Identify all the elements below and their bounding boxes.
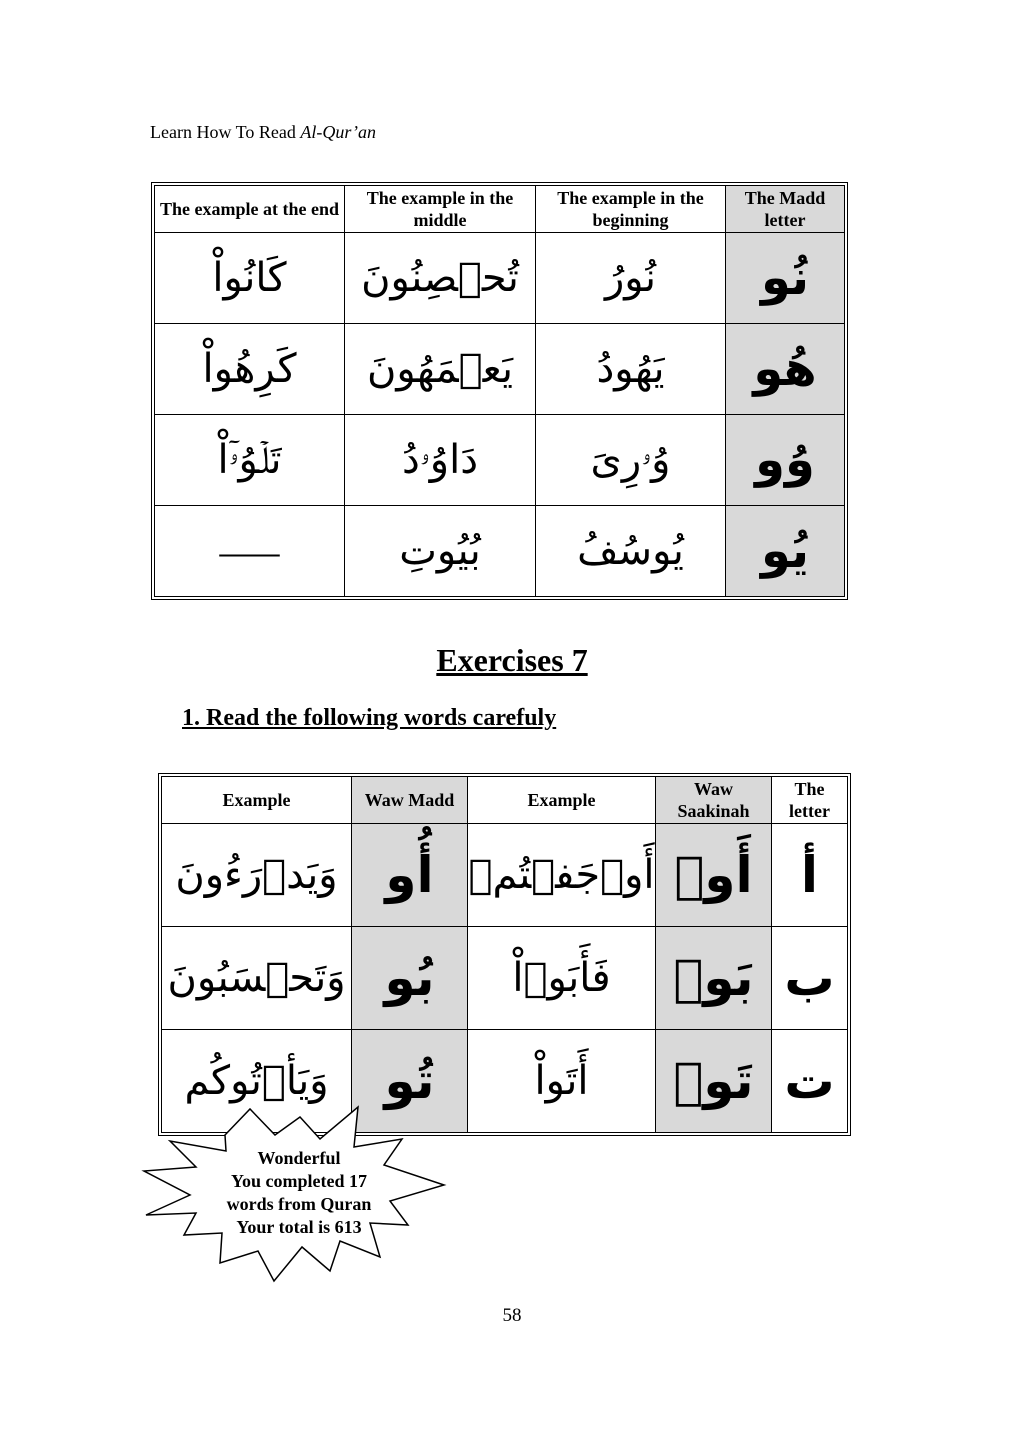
example-end: تَلۡوُۥٓاْ [155, 415, 345, 506]
col-header-saakinah-example: Example [468, 777, 656, 824]
badge-text [140, 1147, 458, 1239]
col-header-end: The example at the end [155, 186, 345, 233]
table-row [155, 324, 845, 415]
badge-line-1: Wonderful [257, 1148, 341, 1168]
running-header-text: Learn How To Read [150, 122, 301, 142]
example-end: ––– [155, 506, 345, 597]
running-header-italic: Al-Qur’an [300, 122, 377, 142]
example-beginning: يَهُودُ [536, 324, 726, 415]
badge-line-3: words from Quran [226, 1194, 372, 1214]
exercise-title: Exercises 7 [436, 642, 588, 678]
waw-madd: تُو [352, 1030, 468, 1133]
waw-madd: بُو [352, 927, 468, 1030]
letter: ت [772, 1030, 848, 1133]
example-beginning: وُۥرِىَ [536, 415, 726, 506]
madd-letter: يُو [726, 506, 845, 597]
madd-letters-table [154, 185, 845, 597]
running-header [150, 122, 376, 143]
table-row [155, 506, 845, 597]
table-header-row [162, 777, 848, 824]
madd-letter: وُو [726, 415, 845, 506]
table-row [162, 927, 848, 1030]
exercise-instruction: 1. Read the following words carefuly [182, 705, 557, 731]
saakinah-example: أَوۡجَفۡتُمۡ [468, 824, 656, 927]
completion-badge [140, 1105, 458, 1283]
example-middle: دَاوُۥدُ [345, 415, 536, 506]
letter: أ [772, 824, 848, 927]
col-header-madd-example: Example [162, 777, 352, 824]
example-end: كَانُواْ [155, 233, 345, 324]
col-header-middle: The example in the middle [345, 186, 536, 233]
example-middle: يَعۡمَهُونَ [345, 324, 536, 415]
badge-line-2: You completed 17 [231, 1171, 367, 1191]
waw-madd: أُو [352, 824, 468, 927]
saakinah-example: أَتَواْ [468, 1030, 656, 1133]
table-header-row [155, 186, 845, 233]
exercise-table [161, 776, 848, 1133]
table-row [155, 415, 845, 506]
table-row [162, 824, 848, 927]
madd-example: وَيَدۡرَءُونَ [162, 824, 352, 927]
madd-example: وَتَحۡسَبُونَ [162, 927, 352, 1030]
waw-saakinah: تَوۡ [656, 1030, 772, 1133]
example-end: كَرِهُواْ [155, 324, 345, 415]
badge-line-4: Your total is 613 [236, 1217, 362, 1237]
example-beginning: نُورُ [536, 233, 726, 324]
col-header-waw-madd: Waw Madd [352, 777, 468, 824]
saakinah-example: فَأَبَوۡاْ [468, 927, 656, 1030]
letter: ب [772, 927, 848, 1030]
example-middle: تُحۡصِنُونَ [345, 233, 536, 324]
waw-saakinah: أَوۡ [656, 824, 772, 927]
madd-example: وَيَأۡتُوكُم [162, 1030, 352, 1133]
example-middle: بُيُوتِ [345, 506, 536, 597]
col-header-madd-letter: The Madd letter [726, 186, 845, 233]
madd-letter: نُو [726, 233, 845, 324]
waw-saakinah: بَوۡ [656, 927, 772, 1030]
col-header-waw-saakinah: Waw Saakinah [656, 777, 772, 824]
col-header-letter: The letter [772, 777, 848, 824]
madd-letter: هُو [726, 324, 845, 415]
table-row [155, 233, 845, 324]
page-number: 58 [502, 1305, 522, 1326]
col-header-beginning: The example in the beginning [536, 186, 726, 233]
example-beginning: يُوسُفُ [536, 506, 726, 597]
